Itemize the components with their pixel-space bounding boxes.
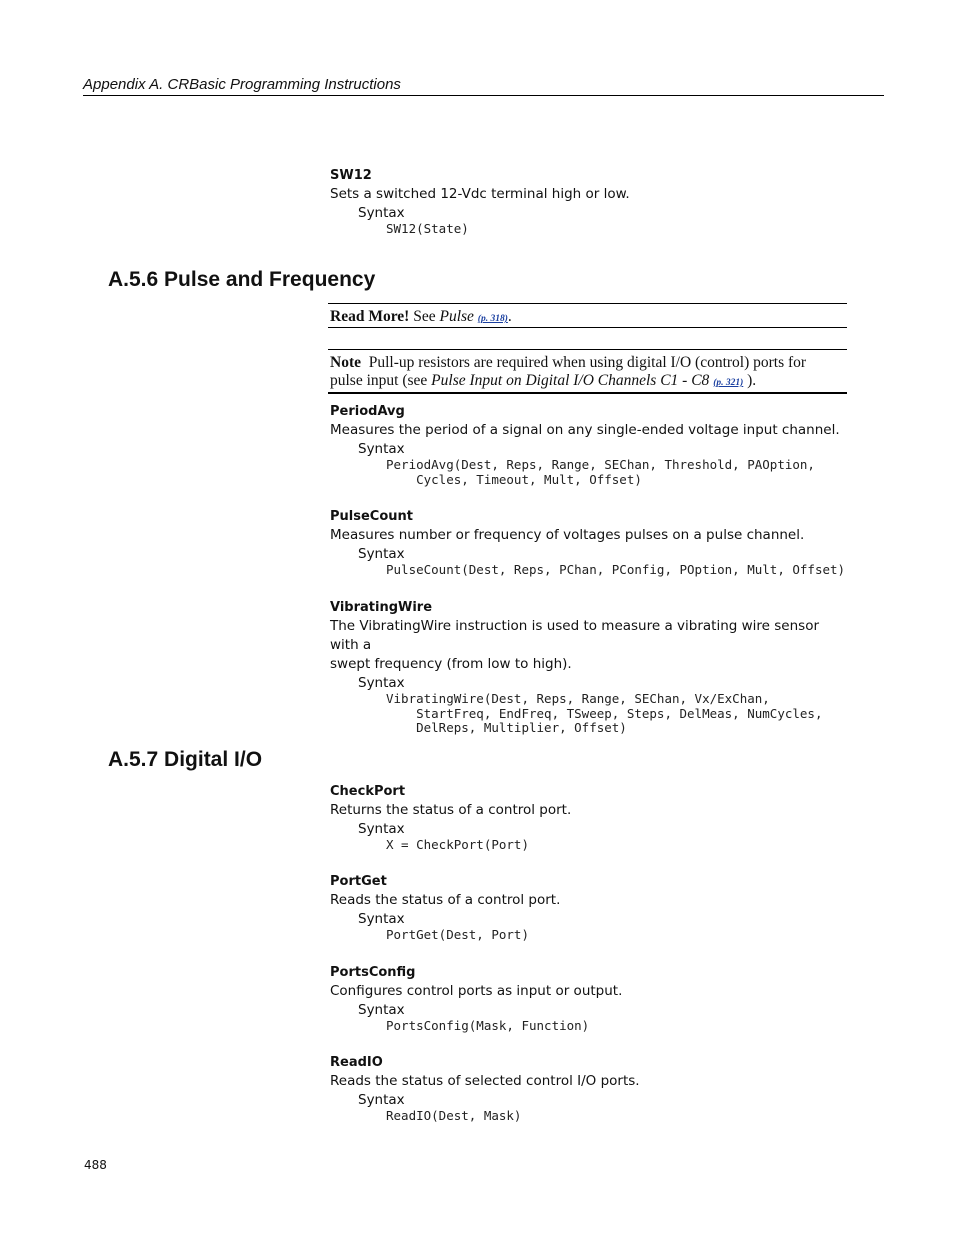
read-more-topic: Pulse	[439, 308, 474, 325]
syntax-label: Syntax	[358, 1002, 405, 1018]
syntax-code: StartFreq, EndFreq, TSweep, Steps, DelMeas, NumCycles,	[386, 705, 823, 721]
instruction-name: ReadIO	[330, 1055, 383, 1070]
read-more-see: See	[413, 308, 436, 325]
page-number: 488	[84, 1158, 107, 1172]
instruction-description: Reads the status of a control port.	[330, 892, 561, 908]
note-label: Note	[330, 354, 361, 371]
instruction-description: Returns the status of a control port.	[330, 802, 572, 818]
syntax-label: Syntax	[358, 205, 405, 221]
section-heading-digital: A.5.7 Digital I/O	[108, 748, 263, 771]
instruction-sw12	[330, 166, 850, 237]
syntax-code: SW12(State)	[386, 221, 469, 236]
note-end: ).	[747, 372, 757, 389]
syntax-code: PulseCount(Dest, Reps, PChan, PConfig, POption, Mult, Offset)	[386, 562, 846, 577]
note-page-link[interactable]: (p. 321)	[713, 378, 744, 388]
instruction-name: SW12	[330, 168, 372, 183]
note-text-line1: Pull-up resistors are required when using digital I/O (control) ports for	[368, 354, 807, 371]
instruction-description: The VibratingWire instruction is used to measure a vibrating wire sensor with a	[330, 618, 819, 653]
note-callout	[328, 349, 847, 394]
instruction-description: Sets a switched 12-Vdc terminal high or low.	[330, 186, 630, 202]
syntax-label: Syntax	[358, 675, 405, 691]
syntax-code: DelReps, Multiplier, Offset)	[386, 720, 627, 735]
instruction-checkport	[330, 782, 850, 853]
instruction-name: PeriodAvg	[330, 404, 405, 419]
syntax-label: Syntax	[358, 821, 405, 837]
running-header: Appendix A. CRBasic Programming Instructions	[83, 76, 884, 96]
note-text-line2: pulse input (see	[330, 372, 428, 389]
instruction-name: VibratingWire	[330, 600, 433, 615]
syntax-code: PortsConfig(Mask, Function)	[386, 1018, 590, 1033]
instruction-description: Measures the period of a signal on any single-ended voltage input channel.	[330, 422, 840, 438]
instruction-description: swept frequency (from low to high).	[330, 656, 572, 672]
section-heading-pulse: A.5.6 Pulse and Frequency	[108, 268, 376, 291]
read-more-label: Read More!	[330, 308, 410, 325]
instruction-portsconfig	[330, 963, 850, 1034]
instruction-name: PulseCount	[330, 509, 413, 524]
instruction-periodavg	[330, 402, 850, 487]
instruction-vibratingwire	[330, 598, 850, 736]
instruction-readio	[330, 1053, 850, 1124]
read-more-page-link[interactable]: (p. 318)	[477, 314, 508, 324]
instruction-description: Measures number or frequency of voltages pulses on a pulse channel.	[330, 527, 805, 543]
syntax-label: Syntax	[358, 441, 405, 457]
syntax-code: PortGet(Dest, Port)	[386, 927, 529, 942]
read-more-callout	[328, 303, 847, 328]
syntax-code: X = CheckPort(Port)	[386, 837, 529, 852]
syntax-label: Syntax	[358, 1092, 405, 1108]
note-topic: Pulse Input on Digital I/O Channels C1 - C8	[431, 372, 710, 389]
instruction-portget	[330, 872, 850, 943]
syntax-code: Cycles, Timeout, Mult, Offset)	[386, 471, 642, 487]
instruction-pulsecount	[330, 507, 850, 578]
syntax-code: ReadIO(Dest, Mask)	[386, 1108, 522, 1123]
instruction-description: Reads the status of selected control I/O ports.	[330, 1073, 640, 1089]
syntax-label: Syntax	[358, 911, 405, 927]
instruction-name: PortsConfig	[330, 965, 416, 980]
instruction-name: CheckPort	[330, 784, 406, 799]
syntax-code: PeriodAvg(Dest, Reps, Range, SEChan, Threshold, PAOption,	[386, 457, 815, 472]
read-more-end: .	[507, 308, 512, 325]
instruction-name: PortGet	[330, 874, 387, 889]
instruction-description: Configures control ports as input or output.	[330, 983, 623, 999]
syntax-code: VibratingWire(Dest, Reps, Range, SEChan, Vx/ExChan,	[386, 691, 770, 706]
syntax-label: Syntax	[358, 546, 405, 562]
